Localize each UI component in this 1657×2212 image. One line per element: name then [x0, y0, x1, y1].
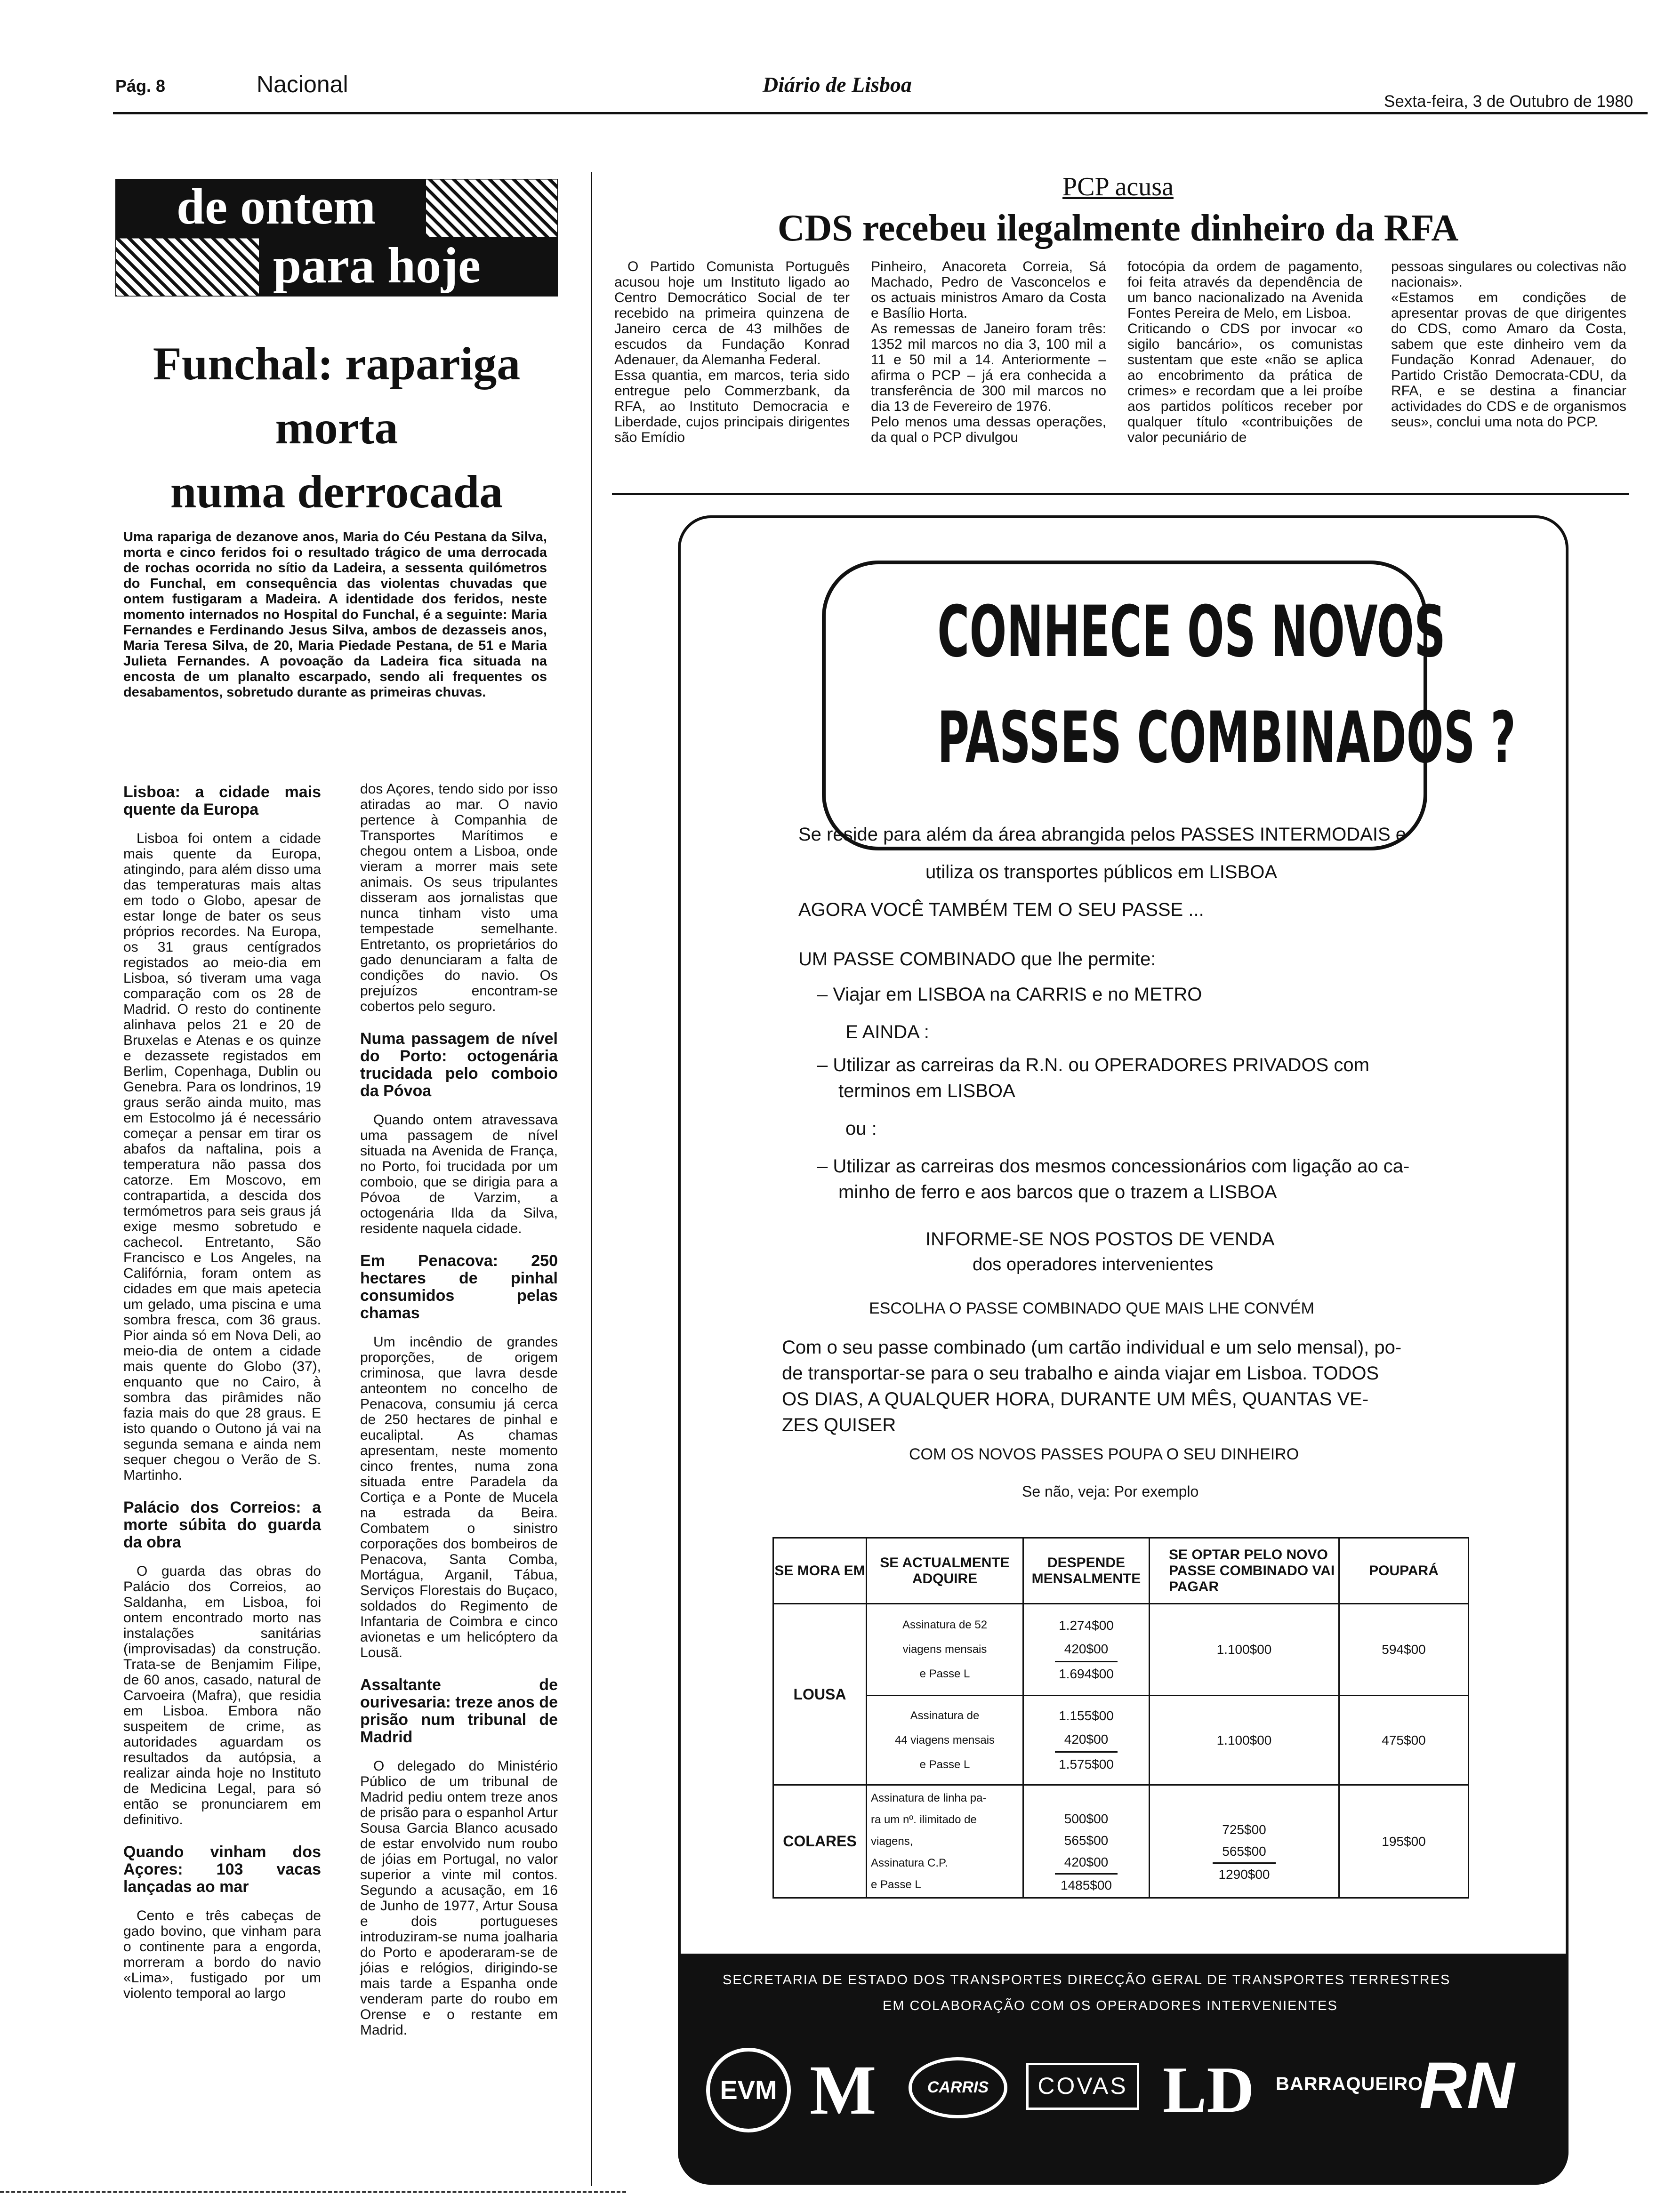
pcp-title: CDS recebeu ilegalmente dinheiro da RFA [777, 208, 1459, 249]
brief-vacas-body: Cento e três cabeças de gado bovino, que vinham para o continente para a engorda, morreram a bordo do navio «Lima», fustigado por um violento temporal ao largo [123, 1908, 321, 2001]
pcp-col-3: fotocópia da ordem de pagamento, foi feita através da dependência de um banco nacionalizado na Avenida Fontes Pereira de Melo, em Lisboa. Criticando o CDS por invocar «o sigilo bancário», os comunistas sustentam que este «não se aplica ao encobrimento da prática de crimes» e recordam que a lei proíbe aos partidos políticos receber por qualquer título «contribuições de valor pecuniário de [1127, 259, 1363, 445]
table-cell-line: 565$00 [1064, 1833, 1109, 1848]
table-cell-pagar [1150, 1785, 1339, 1898]
brief-correios-head: Palácio dos Correios: a morte súbita do guarda da obra [123, 1499, 321, 1551]
table-cell-pagar: 1.100$00 [1150, 1696, 1339, 1785]
brief-vacas-head: Quando vinham dos Açores: 103 vacas lançadas ao mar [123, 1843, 321, 1896]
table-cell-adquire [867, 1604, 1023, 1696]
lead-headline-line2: morta [275, 401, 398, 454]
brief-vacas [123, 1843, 321, 2001]
brief-assaltante-body: O delegado do Ministério Público de um tribunal de Madrid pediu ontem treze anos de prisão para o espanhol Artur Sousa Garcia Blanco acusado de estar envolvido num roubo de jóias em Portugal, no valor superior a vinte mil contos. Segundo a acusação, em 16 de Junho de 1977, Artur Sousa e dois portugueses introduziram-se numa joalharia do Porto e apoderaram-se de jóias e relógios, dirigindo-se mais tarde a Espanha onde venderam parte do roubo em Orense e o restante em Madrid. [360, 1758, 558, 2038]
table-cell-despende [1023, 1696, 1150, 1785]
table-cell-line: 1290$00 [1218, 1867, 1270, 1882]
brief-lisboa [123, 784, 321, 1483]
table-header-row [773, 1538, 1469, 1604]
logo-carris: CARRIS [909, 2057, 1007, 2118]
brief-penacova [360, 1252, 558, 1660]
price-comparison-table [772, 1537, 1469, 1899]
ad-line-19: Se não, veja: Por exemplo [1022, 1483, 1199, 1500]
ad-line-9: – Utilizar as carreiras dos mesmos concessionários com ligação ao ca- [817, 1156, 1410, 1177]
ad-line-4: – Viajar em LISBOA na CARRIS e no METRO [817, 984, 1202, 1005]
table-cell-line: e Passe L [871, 1878, 921, 1891]
page-number: Pág. 8 [115, 76, 166, 96]
table-cell-line: 1.575$00 [1059, 1757, 1114, 1771]
brief-lisboa-head: Lisboa: a cidade mais quente da Europa [123, 783, 321, 818]
pcp-col-2: Pinheiro, Anacoreta Correia, Sá Machado, Pedro de Vasconcelos e os actuais ministros Amaro da Costa e Basílio Horta. As remessas de Janeiro foram três: 1352 mil marcos no dia 3, 100 mil a 11 e 50 mil a 14. Anteriormente – afirma o PCP – já era conhecida a transferência de 300 mil marcos no dia 13 de Fevereiro de 1976. Pelo menos uma dessas operações, da qual o PCP divulgou [871, 259, 1106, 445]
ad-line-1: utiliza os transportes públicos em LISBOA [925, 862, 1278, 882]
column-rule-vertical [591, 172, 592, 2186]
table-row [773, 1696, 1469, 1785]
table-row [773, 1785, 1469, 1898]
table-cell-line: 1.155$00 [1059, 1708, 1114, 1723]
ad-line-16: OS DIAS, A QUALQUER HORA, DURANTE UM MÊS, QUANTAS VE- [782, 1389, 1369, 1410]
table-header-cell: SE ACTUALMENTE ADQUIRE [867, 1538, 1023, 1604]
table-cell-place: COLARES [773, 1785, 867, 1898]
ad-headline [937, 579, 1516, 791]
pcp-bottom-rule [612, 493, 1629, 495]
logo-ld: LD [1163, 2053, 1255, 2126]
table-cell-line: Assinatura de linha pa- [871, 1791, 987, 1804]
table-cell-poupa: 475$00 [1339, 1696, 1469, 1785]
briefs-mid-column [360, 781, 558, 2038]
ad-line-14: Com o seu passe combinado (um cartão individual e um selo mensal), po- [782, 1337, 1402, 1358]
ad-line-15: de transportar-se para o seu trabalho e ainda viajar em Lisboa. TODOS [782, 1363, 1379, 1384]
table-header-cell: SE OPTAR PELO NOVO PASSE COMBINADO VAI PAGAR [1150, 1538, 1339, 1604]
ad-headline-line1: CONHECE OS NOVOS [937, 591, 1446, 673]
section-label: Nacional [257, 71, 348, 97]
ad-line-5: E AINDA : [845, 1022, 929, 1042]
pcp-col-4: pessoas singulares ou colectivas não nacionais». «Estamos em condições de apresentar provas de que dirigentes do CDS, como Amaro da Costa, sabem que este dinheiro vem da Fundação Konrad Adenauer, do Partido Cristão Democrata-CDU, da RFA, e se destina a financiar actividades do CDS e de organismos seus», conclui uma nota do PCP. [1391, 259, 1626, 430]
brief-lisboa-body: Lisboa foi ontem a cidade mais quente da Europa, atingindo, para além disso uma das temperaturas mais altas em todo o Globo, apesar de estar longe de bater os seus próprios recordes. Na Europa, os 31 graus centígrados registados ao meio-dia em Lisboa, só tiveram uma vaga comparação com os 28 de Madrid. O resto do continente alinhava pelos 21 e 20 de Bruxelas e Atenas e os quinze e dezassete registados em Berlim, Copenhaga, Dublin ou Genebra. Para os londrinos, 19 graus serão ainda muito, mas em Estocolmo já é necessário começar a pensar em tirar os abafos da naftalina, pois a temperatura não passa dos catorze. Em Moscovo, em contrapartida, a descida dos termómetros para seis graus já exige mesmo sobretudo e cachecol. Entretanto, São Francisco e Los Angeles, na Califórnia, foram ontem as cidades em que mais apetecia um gelado, uma piscina e uma sombra fresca, com 36 graus. Pior ainda só em Nova Deli, ao meio-dia de ontem a cidade mais quente do Globo (37), enquanto que no Cairo, à sombra das pirâmides não fazia mais do que 28 graus. E isto quando o Outono já vai na segunda semana e ainda nem sequer chegou o Verão de S. Martinho. [123, 831, 321, 1483]
ad-line-17: ZES QUISER [782, 1415, 896, 1435]
table-cell-line: Assinatura de 52 [902, 1619, 988, 1631]
brief-penacova-body: Um incêndio de grandes proporções, de origem criminosa, que lavra desde anteontem no concelho de Penacova, consumiu já cerca de 250 hectares de pinhal e eucaliptal. As chamas apresentam, neste momento cinco frentes, numa zona situada entre Paradela da Cortiça e a Ponte de Mucela na estrada da Beira. Combatem o sinistro corporações dos bombeiros de Penacova, Santa Comba, Mortágua, Arganil, Tábua, Serviços Florestais do Buçaco, soldados do Regimento de Infantaria de Coimbra e cinco avionetas e um helicóptero da Lousã. [360, 1334, 558, 1660]
header-rule [113, 112, 1648, 114]
ad-line-13: ESCOLHA O PASSE COMBINADO QUE MAIS LHE CONVÉM [869, 1299, 1314, 1317]
table-cell-place: LOUSA [773, 1604, 867, 1785]
table-cell-line: 420$00 [1055, 1637, 1118, 1662]
table-cell-adquire [867, 1785, 1023, 1898]
table-cell-adquire [867, 1696, 1023, 1785]
table-cell-line: 1.274$00 [1059, 1618, 1114, 1633]
ad-footer-band [678, 1954, 1569, 2185]
briefs-left-column [123, 784, 321, 2001]
pcp-body [614, 259, 1626, 489]
logo-evm: EVM [706, 2048, 791, 2132]
table-header-cell: DESPENDE MENSALMENTE [1023, 1538, 1150, 1604]
bottom-trim-line [0, 2191, 626, 2193]
table-cell-line: 565$00 [1213, 1841, 1275, 1864]
brief-passagem [360, 1030, 558, 1236]
brief-penacova-head: Em Penacova: 250 hectares de pinhal consumidos pelas chamas [360, 1252, 558, 1322]
logo-rn: RN [1419, 2048, 1515, 2122]
table-cell-line: e Passe L [919, 1667, 970, 1680]
logo-barraqueiro: BARRAQUEIRO [1276, 2074, 1424, 2094]
ad-line-11: INFORME-SE NOS POSTOS DE VENDA [925, 1229, 1275, 1250]
table-cell-line: Assinatura de [910, 1709, 980, 1722]
logo-metro: M [810, 2051, 877, 2129]
table-header-cell: SE MORA EM [773, 1538, 867, 1604]
ad-line-12: dos operadores intervenientes [973, 1255, 1214, 1274]
table-cell-line: 1.694$00 [1059, 1666, 1114, 1681]
table-cell-line: 420$00 [1055, 1851, 1118, 1875]
table-cell-line: ra um nº. ilimitado de [871, 1813, 977, 1826]
table-header-cell: POUPARÁ [1339, 1538, 1469, 1604]
ad-line-7: terminos em LISBOA [838, 1081, 1015, 1101]
brief-passagem-body: Quando ontem atravessava uma passagem de nível situada na Avenida de França, no Porto, foi trucidada por um comboio, que se dirigia para a Póvoa de Varzim, a octogenária Ilda da Silva, residente naquela cidade. [360, 1112, 558, 1236]
table-cell-line: Assinatura C.P. [871, 1856, 948, 1869]
table-cell-poupa: 195$00 [1339, 1785, 1469, 1898]
table-cell-line: 1485$00 [1060, 1878, 1112, 1892]
banner-line2: para hoje [273, 238, 481, 294]
ad-line-18: COM OS NOVOS PASSES POUPA O SEU DINHEIRO [909, 1445, 1299, 1463]
lead-headline-line1: Funchal: rapariga [153, 337, 521, 390]
passes-combinados-ad [678, 515, 1569, 2185]
logo-covas: COVAS [1026, 2063, 1139, 2110]
table-cell-line: 420$00 [1055, 1728, 1118, 1753]
ad-line-8: ou : [845, 1118, 877, 1139]
ad-line-3: UM PASSE COMBINADO que lhe permite: [798, 949, 1156, 970]
pcp-kicker: PCP acusa [1062, 172, 1174, 201]
ad-footer-line2: EM COLABORAÇÃO COM OS OPERADORES INTERVENIENTES [883, 1998, 1338, 2013]
lead-intro: Uma rapariga de dezanove anos, Maria do Céu Pestana da Silva, morta e cinco feridos foi o resultado trágico de uma derrocada de rochas ocorrida no sítio da Ladeira, a sessenta quilómetros do Funchal, em consequência das violentas chuvadas que ontem fustigaram a Madeira. A identidade dos feridos, neste momento internados no Hospital do Funchal, é a seguinte: Maria Fernandes e Ferdinando Jesus Silva, ambos de dezasseis anos, Maria Teresa Silva, de 20, Maria Piedade Pestana, de 51 e Maria Julieta Fernandes. A povoação da Ladeira fica situada na encosta de um planalto escarpado, sendo ali frequentes os desabamentos, sobretudo durante as primeiras chuvas. [123, 529, 547, 700]
ad-line-6: – Utilizar as carreiras da R.N. ou OPERADORES PRIVADOS com [817, 1055, 1369, 1075]
ad-line-2: AGORA VOCÊ TAMBÉM TEM O SEU PASSE ... [798, 899, 1204, 920]
table-cell-line: viagens mensais [902, 1643, 987, 1656]
brief-passagem-head: Numa passagem de nível do Porto: octogenária trucidada pelo comboio da Póvoa [360, 1030, 558, 1100]
pcp-col-1: O Partido Comunista Português acusou hoje um Instituto ligado ao Centro Democrático Social de ter recebido na primeira quinzena de Janeiro cerca de 43 milhões de escudos da Fundação Konrad Adenauer, da Alemanha Federal. Essa quantia, em marcos, teria sido entregue pelo Commerzbank, da RFA, ao Instituto Democracia e Liberdade, cujos principais dirigentes são Emídio [614, 259, 850, 445]
brief-assaltante [360, 1676, 558, 2038]
brief-assaltante-head: Assaltante de ourivesaria: treze anos de prisão num tribunal de Madrid [360, 1676, 558, 1746]
table-cell-line: viagens, [871, 1835, 913, 1848]
banner-de-ontem-para-hoje [115, 179, 558, 297]
table-cell-poupa: 594$00 [1339, 1604, 1469, 1696]
table-cell-despende [1023, 1604, 1150, 1696]
table-row [773, 1604, 1469, 1696]
table-cell-line: 725$00 [1222, 1822, 1266, 1837]
lead-headline-line3: numa derrocada [170, 465, 503, 518]
table-cell-line: e Passe L [919, 1758, 970, 1771]
brief-correios-body: O guarda das obras do Palácio dos Correios, ao Saldanha, em Lisboa, foi ontem encontrado morto nas instalações sanitárias (improvisadas) da construção. Trata-se de Benjamim Filipe, de 60 anos, casado, natural de Carvoeira (Mafra), que residia em Lisboa. Embora não suspeitem de crime, as autoridades aguardam os resultados da autópsia, a realizar ainda hoje no Instituto de Medicina Legal, para só então se pronunciarem em definitivo. [123, 1563, 321, 1827]
banner-line1: de ontem [177, 179, 376, 235]
table-cell-line: 500$00 [1064, 1811, 1109, 1826]
lead-headline [115, 332, 558, 524]
brief-correios [123, 1499, 321, 1827]
page-date: Sexta-feira, 3 de Outubro de 1980 [1384, 92, 1633, 111]
masthead: Diário de Lisboa [763, 72, 912, 96]
ad-headline-line2: PASSES COMBINADOS ? [937, 697, 1516, 779]
ad-footer-line1: SECRETARIA DE ESTADO DOS TRANSPORTES DIRECÇÃO GERAL DE TRANSPORTES TERRESTRES [723, 1972, 1451, 1988]
table-cell-despende [1023, 1785, 1150, 1898]
table-cell-pagar: 1.100$00 [1150, 1604, 1339, 1696]
ad-line-0: Se reside para além da área abrangida pelos PASSES INTERMODAIS e [798, 824, 1407, 845]
table-cell-line: 44 viagens mensais [894, 1733, 995, 1747]
brief-vacas-cont-body: dos Açores, tendo sido por isso atiradas ao mar. O navio pertence à Companhia de Transportes Marítimos e chegou ontem a Lisboa, onde vieram a morrer mais sete animais. Os seus tripulantes disseram aos jornalistas que nunca tinham visto uma tempestade semelhante. Entretanto, os proprietários do gado denunciaram a falta de condições do navio. Os prejuízos encontram-se cobertos pelo seguro. [360, 781, 558, 1014]
brief-vacas-cont [360, 781, 558, 1014]
ad-line-10: minho de ferro e aos barcos que o trazem a LISBOA [838, 1182, 1277, 1202]
